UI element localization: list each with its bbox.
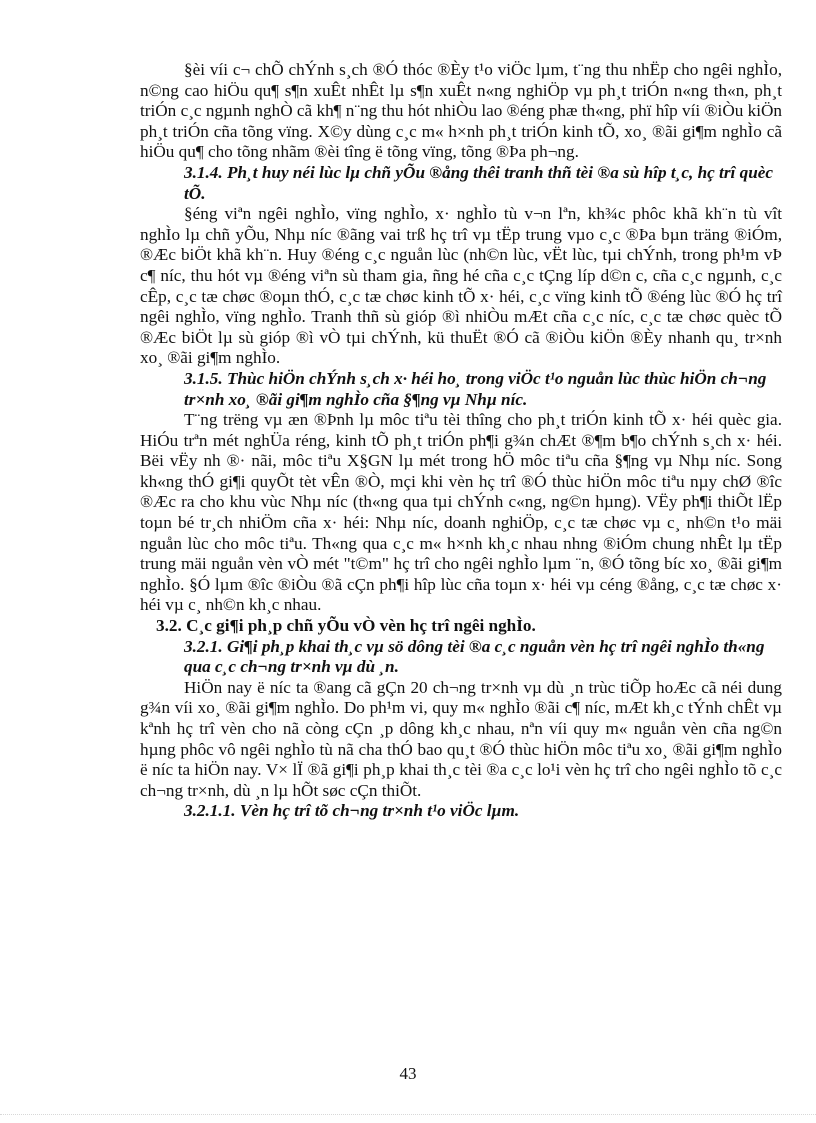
paragraph-poverty-policy: §èi víi c¬ chÕ chÝnh s¸ch ®Ó thóc ®Èy t¹o viÖc lµm, t¨ng thu nhËp cho ngêi nghÌo, n©ng cao hiÖu qu¶ s¶n xuÊt nhÊt lµ s¶n xuÊt n«ng nghiÖp vµ ph¸t triÓn n«ng th«n, ph¸t triÓn c¸c ngµnh nghÒ cã kh¶ n¨ng thu hót nhiÒu lao ®éng phæ th«ng, phï hîp víi ®iÒu kiÖn ph¸t triÓn cña tõng vïng. X©y dùng c¸c m« h×nh ph¸t triÓn kinh tÕ, xo¸ ®ãi gi¶m nghÌo cã hiÖu qu¶ cho tõng nhãm ®èi tîng ë tõng vïng, tõng ®Þa ph¬ng. <box>140 60 782 162</box>
paragraph-socialization: T¨ng trëng vµ æn ®Þnh lµ môc tiªu tèi thîng cho ph¸t triÓn kinh tÕ x· héi quèc gia. HiÓu trªn mét nghÜa réng, kinh tÕ ph¸t triÓn ph¶i g¾n chÆt ®¶m b¶o chÝnh s¸ch x· héi. Bëi vËy nh ®· nãi, môc tiªu X§GN lµ mét trong hÖ môc tiªu cña §¶ng vµ Nhµ níc. Song kh«ng thÓ gi¶i quyÕt tèt vÊn ®Ò, mçi khi vèn hç trî ®Ó thùc hiÖn môc tiªu nµy chØ ®îc ®Æc ra cho khu vùc Nhµ níc (th«ng qua tµi chÝnh c«ng, ng©n hµng). VËy ph¶i thiÕt lËp toµn bé tr¸ch nhiÖm cña x· héi: Nhµ níc, doanh nghiÖp, c¸c tæ chøc vµ c¸ nh©n t¹o mäi nguån lùc cho môc tiªu. Th«ng qua c¸c m« h×nh kh¸c nhau nhng ®iÓm chung nhÊt lµ tËp trung mäi nguån vèn vÒ mét "t©m" hç trî cho ngêi nghÌo lµm ¨n, ®Ó tõng bíc xo¸ ®ãi gi¶m nghÌo. §Ó lµm ®îc ®iÒu ®ã cÇn ph¶i hîp lùc cña toµn x· héi vµ céng ®ång, c¸c tæ chøc x· héi vµ c¸ nh©n kh¸c nhau. <box>140 410 782 615</box>
paragraph-internal-resources: §éng viªn ngêi nghÌo, vïng nghÌo, x· nghÌo tù v¬n lªn, kh¾c phôc khã kh¨n tù vît nghÌo lµ chñ yÕu, Nhµ níc ®ãng vai trß hç trî vµ tËp trung vµo c¸c ®Þa bµn träng ®iÓm, ®Æc biÖt khã kh¨n. Huy ®éng c¸c nguån lùc (nh©n lùc, vËt lùc, tµi chÝnh, trong ph¹m vÞ c¶ níc, thu hót vµ ®éng viªn sù tham gia, ñng hé cña c¸c tÇng líp d©n c, cña c¸c ngµnh, c¸c cÊp, c¸c tæ chøc ®oµn thÓ, c¸c tæ chøc kinh tÕ x· héi, c¸c vïng kinh tÕ ®éng lùc ®Ó hç trî ngêi nghÌo, vïng nghÌo. Tranh thñ sù gióp ®ì nhiÒu mÆt cña c¸c níc, c¸c tæ chøc quèc tÕ ®Æc biÖt lµ sù gióp ®ì vÒ tµi chÝnh, kü thuËt ®Ó cã ®iÒu kiÖn ®Èy nhanh qu¸ tr×nh xo¸ ®ãi gi¶m nghÌo. <box>140 204 782 368</box>
section-heading-3-2-1: 3.2.1. Gi¶i ph¸p khai th¸c vµ sö dông tèi ®a c¸c nguån vèn hç trî ngêi nghÌo th«ng qua c¸c ch¬ng tr×nh vµ dù ¸n. <box>184 636 765 677</box>
section-heading-3-2: 3.2. C¸c gi¶i ph¸p chñ yÕu vÒ vèn hç trî ngêi nghÌo. <box>156 616 536 636</box>
section-heading-3-1-4: 3.1.4. Ph¸t huy néi lùc lµ chñ yÕu ®ång thêi tranh thñ tèi ®a sù hîp t¸c, hç trî quèc tÕ. <box>184 162 774 203</box>
page-number: 43 <box>399 1064 417 1083</box>
footer-divider <box>0 1114 816 1115</box>
section-heading-3-1-5: 3.1.5. Thùc hiÖn chÝnh s¸ch x· héi ho¸ trong viÖc t¹o nguån lùc thùc hiÖn ch¬ng tr×nh xo¸ ®ãi gi¶m nghÌo cña §¶ng vµ Nhµ níc. <box>184 368 767 409</box>
section-heading-3-2-1-1: 3.2.1.1. Vèn hç trî tõ ch¬ng tr×nh t¹o viÖc lµm. <box>184 801 520 821</box>
page-body <box>140 60 782 822</box>
paragraph-programs-projects: HiÖn nay ë níc ta ®ang cã gÇn 20 ch¬ng tr×nh vµ dù ¸n trùc tiÕp hoÆc cã néi dung g¾n víi xo¸ ®ãi gi¶m nghÌo. Do ph¹m vi, quy m« nghÌo ®ãi c¶ níc, mÆt kh¸c tÝnh chÊt vµ kªnh hç trî vèn cho nã còng cÇn ¸p dông kh¸c nhau, nªn víi quy m« nguån vèn cña ng©n hµng phôc vô ngêi nghÌo tù nã cha thÓ bao qu¸t ®Ó thùc hiÖn môc tiªu xo¸ ®ãi gi¶m nghÌo ë níc ta hiÖn nay. V× lÏ ®ã gi¶i ph¸p khai th¸c tèi ®a c¸c lo¹i vèn hç trî cho ngêi nghÌo tõ c¸c ch¬ng tr×nh, dù ¸n lµ hÕt søc cÇn thiÕt. <box>140 677 782 800</box>
